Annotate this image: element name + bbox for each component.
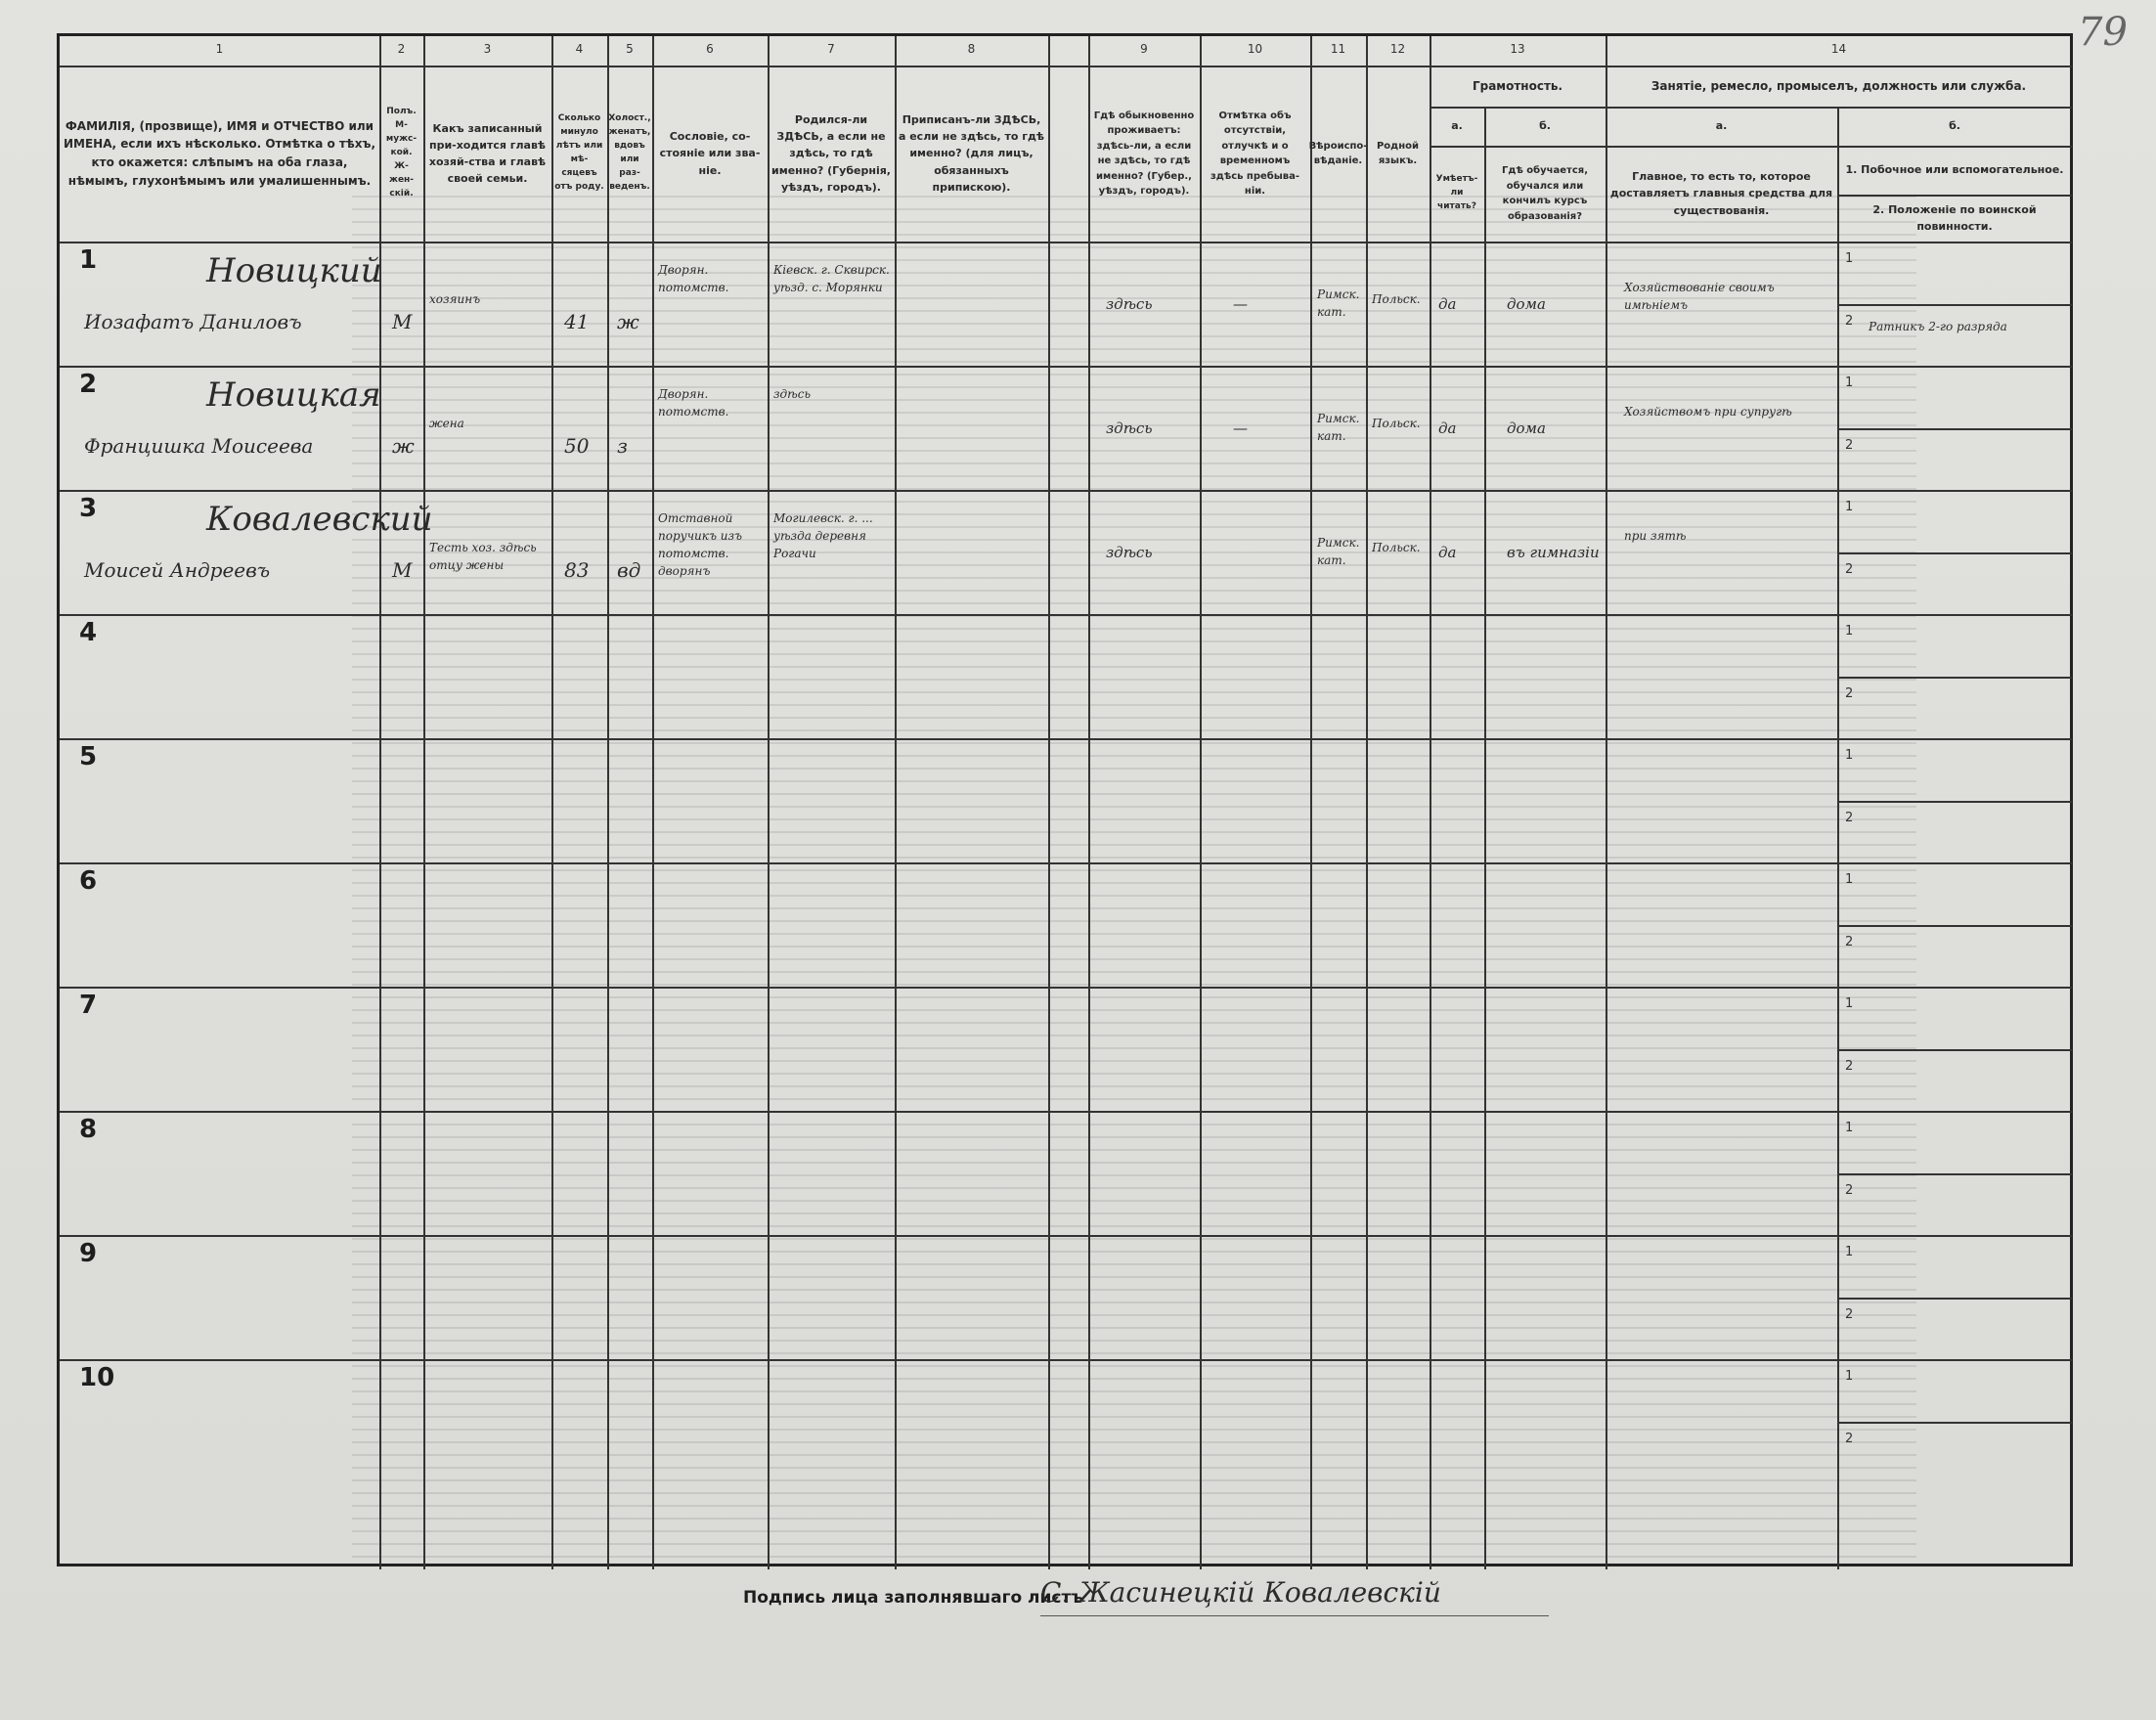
column-rule-3 xyxy=(607,36,609,1569)
row-rule-8 xyxy=(60,1111,2072,1113)
header-c2: Полъ. М-мужс-кой. Ж-жен-скій. xyxy=(385,107,418,198)
column-rule-7 xyxy=(1048,36,1050,1569)
header-c11: Вѣроиспо-вѣданіе. xyxy=(1308,140,1368,166)
header-bottom-rule xyxy=(60,242,2072,243)
row-3-occupation: при зятѣ xyxy=(1624,529,1687,543)
row-1-occupation: Хозяйствованіе своимъ имѣніемъ xyxy=(1624,281,1775,312)
row-5-sub-2: 2 xyxy=(1845,811,1854,825)
column-number-2: 2 xyxy=(397,42,406,56)
row-1-sub-2: 2 xyxy=(1845,314,1854,329)
row-1-occupation-split xyxy=(1837,304,2072,306)
column-rule-2 xyxy=(551,36,553,1569)
row-9-sub-2: 2 xyxy=(1845,1307,1854,1322)
row-7-occupation-split xyxy=(1837,1049,2072,1051)
header-c6: Сословіе, со-стояніе или зва-ніе. xyxy=(659,130,761,177)
row-10-sub-1: 1 xyxy=(1845,1369,1854,1384)
row-3-marital: вд xyxy=(617,558,641,582)
column-number-14: 14 xyxy=(1830,42,1847,56)
column-number-8: 8 xyxy=(967,42,976,56)
header-c13b: Гдѣ обучается, обучался или кончилъ курсъ образованія? xyxy=(1502,165,1588,222)
header-c14a: Главное, то есть то, которое доставляетъ главныя средства для существованія. xyxy=(1609,170,1833,217)
column-number-11: 11 xyxy=(1330,42,1346,56)
column-rule-12 xyxy=(1430,36,1431,1569)
header-c14b_letter: б. xyxy=(1949,119,1960,133)
column-number-9: 9 xyxy=(1140,42,1148,56)
row-3-sex: М xyxy=(392,558,413,582)
header-c1: ФАМИЛІЯ, (прозвище), ИМЯ и ОТЧЕСТВО или ИМЕНА, если ихъ нѣсколько. Отмѣтка о тѣхъ, кто окажется: слѣпымъ на оба глаза, нѣмымъ, глухонѣмымъ или умалишеннымъ. xyxy=(63,118,376,188)
row-2-language: Польск. xyxy=(1372,417,1421,430)
column-number-4: 4 xyxy=(575,42,584,56)
row-2-sex: ж xyxy=(392,434,415,458)
row-2-estate: Дворян. потомств. xyxy=(658,387,729,419)
row-1-religion: Римск. кат. xyxy=(1317,287,1360,319)
row-rule-5 xyxy=(60,738,2072,740)
row-2-relation: жена xyxy=(429,417,464,430)
row-1-given-name: Иозафатъ Даниловъ xyxy=(84,310,302,333)
header-c4: Сколько минуло лѣтъ или мѣ-сяцевъ отъ роду. xyxy=(554,113,604,192)
row-3-sub-1: 1 xyxy=(1845,500,1854,514)
row-rule-4 xyxy=(60,614,2072,616)
row-3-religion: Римск. кат. xyxy=(1317,536,1360,567)
column-number-12: 12 xyxy=(1389,42,1406,56)
column-rule-4 xyxy=(652,36,654,1569)
row-2-age: 50 xyxy=(564,434,590,458)
row-2-born: здѣсь xyxy=(773,387,811,401)
row-rule-9 xyxy=(60,1235,2072,1237)
row-1-language: Польск. xyxy=(1372,292,1421,306)
row-4-sub-1: 1 xyxy=(1845,624,1854,639)
row-8-occupation-split xyxy=(1837,1173,2072,1175)
row-number-1: 1 xyxy=(79,245,98,275)
signature-line xyxy=(1040,1615,1549,1616)
row-number-3: 3 xyxy=(79,494,98,523)
header-c13a: Умѣетъ-ли читать? xyxy=(1435,174,1478,211)
row-10-sub-2: 2 xyxy=(1845,1432,1854,1446)
column-rule-5 xyxy=(768,36,770,1569)
header-c14a_letter: а. xyxy=(1715,119,1728,133)
row-4-occupation-split xyxy=(1837,677,2072,679)
footer-signature-label: Подпись лица заполнявшаго листъ xyxy=(743,1588,1084,1608)
row-1-literate: да xyxy=(1438,295,1457,313)
row-1-sex: М xyxy=(392,310,413,333)
row-3-education: въ гимназіи xyxy=(1507,544,1600,561)
row-rule-6 xyxy=(60,862,2072,864)
column-rule-8 xyxy=(1088,36,1090,1569)
row-2-education: дома xyxy=(1507,419,1546,437)
row-2-literate: да xyxy=(1438,419,1457,437)
row-number-4: 4 xyxy=(79,618,98,647)
row-2-given-name: Францишка Моисеева xyxy=(84,434,314,458)
column-rule-10 xyxy=(1310,36,1312,1569)
row-10-occupation-split xyxy=(1837,1422,2072,1424)
row-2-sub-2: 2 xyxy=(1845,438,1854,453)
row-1-military: Ратникъ 2-го разряда xyxy=(1869,320,2007,333)
column-number-6: 6 xyxy=(706,42,714,56)
row-2-sub-1: 1 xyxy=(1845,375,1854,390)
row-2-occupation: Хозяйствомъ при супругѣ xyxy=(1624,405,1792,419)
row-number-2: 2 xyxy=(79,370,98,399)
row-9-sub-1: 1 xyxy=(1845,1245,1854,1259)
row-7-sub-2: 2 xyxy=(1845,1059,1854,1074)
header-c13b_letter: б. xyxy=(1539,119,1551,133)
row-number-5: 5 xyxy=(79,742,98,772)
row-6-occupation-split xyxy=(1837,925,2072,927)
row-2-religion: Римск. кат. xyxy=(1317,412,1360,443)
row-number-6: 6 xyxy=(79,866,98,896)
row-8-sub-1: 1 xyxy=(1845,1121,1854,1135)
row-number-7: 7 xyxy=(79,991,98,1020)
header-c3: Какъ записанный при-ходится главѣ хозяй-ства и главѣ своей семьи. xyxy=(428,121,547,186)
row-number-8: 8 xyxy=(79,1115,98,1144)
row-3-given-name: Моисей Андреевъ xyxy=(84,558,271,582)
row-3-surname: Ковалевский xyxy=(206,500,433,539)
row-2-occupation-split xyxy=(1837,428,2072,430)
column-rule-15 xyxy=(1837,107,1839,1569)
header-c7: Родился-ли ЗДѢСЬ, а если не здѣсь, то гдѣ именно? (Губернія, уѣздъ, городъ). xyxy=(771,113,891,194)
row-number-9: 9 xyxy=(79,1239,98,1268)
row-3-relation: Тесть хоз. здѣсь отцу жены xyxy=(429,541,537,572)
row-number-10: 10 xyxy=(79,1363,115,1392)
row-1-surname: Новицкий xyxy=(206,251,382,290)
header-c13_title: Грамотность. xyxy=(1472,78,1563,93)
column-number-10: 10 xyxy=(1247,42,1263,56)
row-3-estate: Отставной поручикъ изъ потомств. дворянъ xyxy=(658,511,743,578)
column-number-5: 5 xyxy=(626,42,634,56)
row-6-sub-2: 2 xyxy=(1845,935,1854,949)
row-6-sub-1: 1 xyxy=(1845,872,1854,887)
header-c14b1: 1. Побочное или вспомогательное. xyxy=(1845,163,2064,177)
row-5-sub-1: 1 xyxy=(1845,748,1854,763)
column-rule-9 xyxy=(1200,36,1202,1569)
row-3-age: 83 xyxy=(564,558,590,582)
row-rule-7 xyxy=(60,987,2072,989)
column-rule-6 xyxy=(895,36,897,1569)
row-3-sub-2: 2 xyxy=(1845,562,1854,577)
archive-page-number: 79 xyxy=(2078,10,2128,55)
column-number-1: 1 xyxy=(215,42,224,56)
header-c8: Приписанъ-ли ЗДѢСЬ, а если не здѣсь, то гдѣ именно? (для лицъ, обязанныхъ припискою). xyxy=(898,113,1045,194)
row-2-surname: Новицкая xyxy=(206,375,381,415)
row-2-residence: здѣсь xyxy=(1106,419,1153,437)
handwritten-signature: С. Жасинецкій Ковалевскій xyxy=(1040,1576,1441,1609)
row-1-estate: Дворян. потомств. xyxy=(658,263,729,294)
row-2-marital: з xyxy=(617,434,628,458)
row-8-sub-2: 2 xyxy=(1845,1183,1854,1198)
header-c10: Отмѣтка объ отсутствіи, отлучкѣ и о временномъ здѣсь пребыва-ніи. xyxy=(1210,110,1300,197)
row-1-sub-1: 1 xyxy=(1845,251,1854,266)
column-number-3: 3 xyxy=(483,42,492,56)
column-rule-13 xyxy=(1484,107,1486,1569)
row-rule-2 xyxy=(60,366,2072,368)
column-rule-11 xyxy=(1366,36,1368,1569)
header-c5: Холост., женатъ, вдовъ или раз-веденъ. xyxy=(608,113,651,192)
row-1-education: дома xyxy=(1507,295,1546,313)
row-3-born: Могилевск. г. ... уѣзда деревня Рогачи xyxy=(773,511,873,560)
row-rule-10 xyxy=(60,1359,2072,1361)
column-number-7: 7 xyxy=(827,42,835,56)
row-3-occupation-split xyxy=(1837,552,2072,554)
row-3-literate: да xyxy=(1438,544,1457,561)
header-c13a_letter: а. xyxy=(1451,119,1463,133)
row-5-occupation-split xyxy=(1837,801,2072,803)
header-c14_title: Занятіе, ремесло, промыселъ, должность или служба. xyxy=(1650,78,2027,93)
column-rule-14 xyxy=(1606,36,1607,1569)
header-c14b2: 2. Положеніе по воинской повинности. xyxy=(1872,202,2037,233)
header-c9: Гдѣ обыкновенно проживаетъ: здѣсь-ли, а если не здѣсь, то гдѣ именно? (Губер., уѣздъ, городъ). xyxy=(1093,110,1195,197)
row-9-occupation-split xyxy=(1837,1298,2072,1300)
row-3-residence: здѣсь xyxy=(1106,544,1153,561)
row-1-born: Кіевск. г. Сквирск. уѣзд. с. Морянки xyxy=(773,263,890,294)
header-c12: Родной языкъ. xyxy=(1376,140,1420,166)
column-number-13: 13 xyxy=(1510,42,1525,56)
row-1-marital: ж xyxy=(617,310,639,333)
row-1-relation: хозяинъ xyxy=(429,292,481,306)
row-rule-3 xyxy=(60,490,2072,492)
row-3-language: Польск. xyxy=(1372,541,1421,554)
row-7-sub-1: 1 xyxy=(1845,996,1854,1011)
census-table xyxy=(57,33,2073,1566)
row-1-residence: здѣсь xyxy=(1106,295,1153,313)
row-4-sub-2: 2 xyxy=(1845,686,1854,701)
column-rule-1 xyxy=(423,36,425,1569)
row-1-age: 41 xyxy=(564,310,590,333)
row-2-absence: — xyxy=(1233,419,1248,437)
row-1-absence: — xyxy=(1233,295,1248,313)
